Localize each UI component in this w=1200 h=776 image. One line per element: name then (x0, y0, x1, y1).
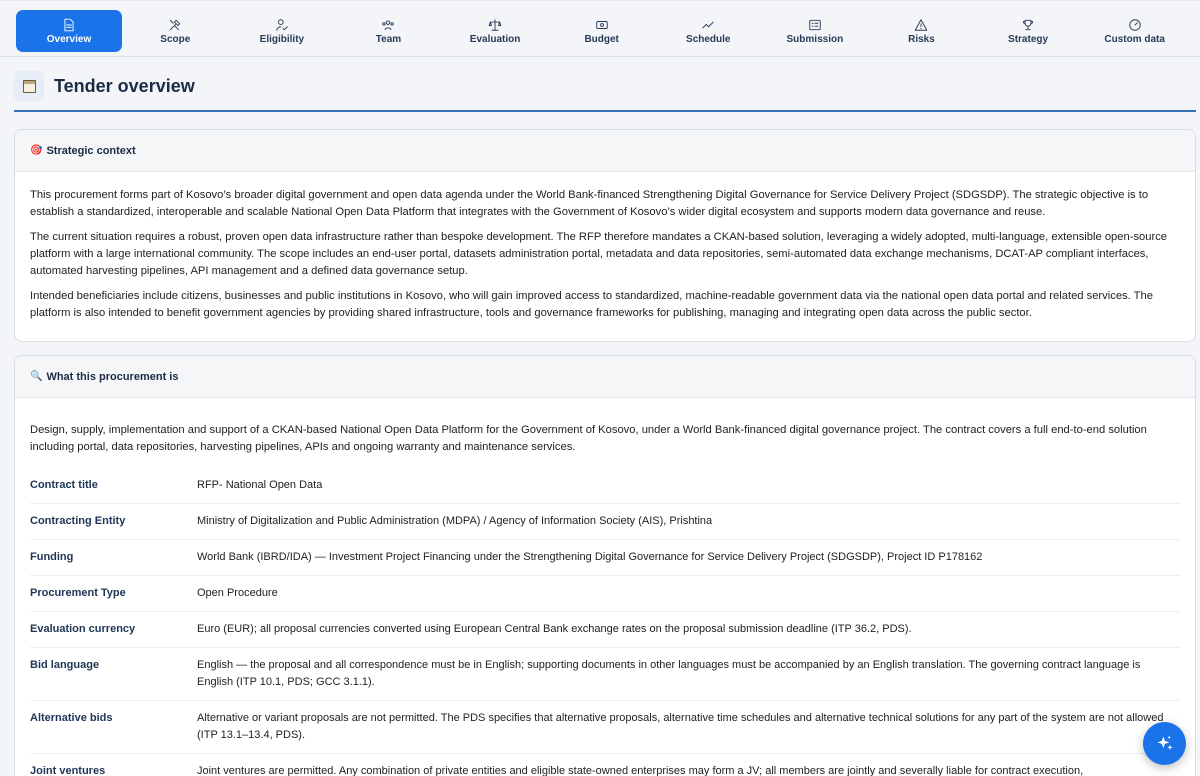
tab-overview[interactable] (16, 10, 122, 52)
tools-icon (168, 17, 182, 32)
strategic-context-body (15, 172, 1195, 322)
tab-label: Schedule (686, 34, 731, 45)
strategic-context-heading: Strategic context (46, 144, 136, 157)
scales-icon (488, 17, 502, 32)
notepad-icon (14, 71, 44, 101)
trophy-icon (1021, 17, 1035, 32)
checklist-icon (808, 17, 822, 32)
tab-label: Team (375, 34, 402, 45)
procurement-body (15, 398, 1195, 776)
row-label: Contracting Entity (30, 515, 126, 527)
tab-team[interactable] (335, 10, 442, 52)
table-row (30, 540, 1180, 576)
tab-label: Budget (584, 34, 619, 45)
table-row (30, 648, 1180, 701)
row-value: World Bank (IBRD/IDA) — Investment Project Financing under the Strengthening Digital Governance for Service Delivery Project (SDGSDP), Project ID P178162 (197, 551, 983, 563)
tab-strategy[interactable] (975, 10, 1082, 52)
tab-label: Overview (46, 34, 92, 45)
row-value: English — the proposal and all correspondence must be in English; supporting documents in other languages must be accompanied by an English translation. The governing contract language is English (ITP 10.1, PDS; GCC 3.1.1). (197, 659, 1141, 688)
ai-assistant-button[interactable] (1143, 722, 1186, 765)
row-label: Contract title (30, 479, 98, 491)
row-label: Alternative bids (30, 712, 113, 724)
team-icon (381, 17, 395, 32)
row-value: Joint ventures are permitted. Any combination of private entities and eligible state-owned enterprises may form a JV; all members are jointly and severally liable for contract execution, (197, 765, 1084, 776)
row-value: RFP- National Open Data (197, 479, 323, 491)
table-row (30, 468, 1180, 504)
sparkle-icon (1155, 734, 1175, 754)
tab-label: Submission (786, 34, 844, 45)
tab-label: Risks (908, 34, 935, 45)
row-value: Open Procedure (197, 587, 278, 599)
tab-label: Custom data (1104, 34, 1165, 45)
tab-custom-data[interactable] (1081, 10, 1188, 52)
page-title: Tender overview (54, 75, 195, 96)
tab-label: Strategy (1008, 34, 1049, 45)
strategic-context-header (15, 130, 1195, 172)
gauge-icon (1128, 17, 1142, 32)
target-icon: 🎯 (30, 145, 43, 156)
strategic-context-card (14, 129, 1196, 342)
person-check-icon (275, 17, 289, 32)
tab-submission[interactable] (762, 10, 869, 52)
procurement-heading: What this procurement is (46, 370, 179, 383)
tab-label: Eligibility (259, 34, 305, 45)
row-label: Bid language (30, 659, 100, 671)
procurement-summary: Design, supply, implementation and support of a CKAN-based National Open Data Platform for the Government of Kosovo, under a World Bank-financed digital governance project. The contract covers a full end-to-end solution including portal, data repositories, harvesting pipelines, APIs and ongoing warranty and maintenance services. (30, 424, 1147, 453)
money-icon (595, 17, 609, 32)
warning-icon (914, 17, 928, 32)
page-divider (14, 110, 1196, 112)
tab-divider (0, 56, 1200, 57)
tab-budget[interactable] (548, 10, 655, 52)
page-header (14, 70, 1196, 102)
strategic-paragraph: The current situation requires a robust, proven open data infrastructure rather than bespoke development. The RFP therefore mandates a CKAN-based solution, leveraging a widely adopted, multi-language, extensible open-source platform with a large international community. The scope includes an end-user portal, datasets administration portal, metadata and data repositories, semi-automated data exchange mechanisms, DCAT-AP compliant interfaces, automated harvesting pipelines, API management and a defined data governance setup. (30, 231, 1168, 277)
row-label: Funding (30, 551, 74, 563)
row-value: Alternative or variant proposals are not permitted. The PDS specifies that alternative proposals, alternative time schedules and alternative technical solutions for any part of the system are not allowed (ITP 13.1–13.4, PDS). (197, 712, 1164, 741)
procurement-header (15, 356, 1195, 398)
row-label: Procurement Type (30, 587, 126, 599)
tab-evaluation[interactable] (442, 10, 549, 52)
row-label: Evaluation currency (30, 623, 136, 635)
row-value: Euro (EUR); all proposal currencies converted using European Central Bank exchange rates on the proposal submission deadline (ITP 36.2, PDS). (197, 623, 912, 635)
tab-label: Scope (160, 34, 191, 45)
tab-label: Evaluation (469, 34, 521, 45)
table-row (30, 576, 1180, 612)
tab-schedule[interactable] (655, 10, 762, 52)
tab-list (16, 10, 1188, 52)
document-icon (62, 17, 76, 32)
tab-bar (0, 0, 1200, 56)
table-row (30, 754, 1180, 776)
row-label: Joint ventures (30, 765, 106, 776)
strategic-paragraph: This procurement forms part of Kosovo’s broader digital government and open data agenda under the World Bank-financed Strengthening Digital Governance for Service Delivery Project (SDGSDP). The strategic objective is to establish a standardized, interoperable and scalable National Open Data Platform that integrates with the Government of Kosovo’s wider digital ecosystem and supports modern data governance and reuse. (30, 189, 1149, 218)
tab-eligibility[interactable] (229, 10, 336, 52)
table-row (30, 612, 1180, 648)
tab-scope[interactable] (122, 10, 229, 52)
tab-risks[interactable] (868, 10, 975, 52)
magnifier-icon: 🔍 (30, 371, 43, 382)
table-row (30, 504, 1180, 540)
row-value: Ministry of Digitalization and Public Administration (MDPA) / Agency of Information Society (AIS), Prishtina (197, 515, 713, 527)
table-row (30, 701, 1180, 754)
strategic-paragraph: Intended beneficiaries include citizens, businesses and public institutions in Kosovo, who will gain improved access to standardized, machine-readable government data via the national open data portal and related services. The platform is also intended to benefit government agencies by providing shared infrastructure, tools and governance frameworks for publishing, managing and integrating open data across the public sector. (30, 290, 1153, 319)
procurement-card (14, 355, 1196, 776)
trend-icon (701, 17, 715, 32)
procurement-details-table (30, 468, 1180, 776)
